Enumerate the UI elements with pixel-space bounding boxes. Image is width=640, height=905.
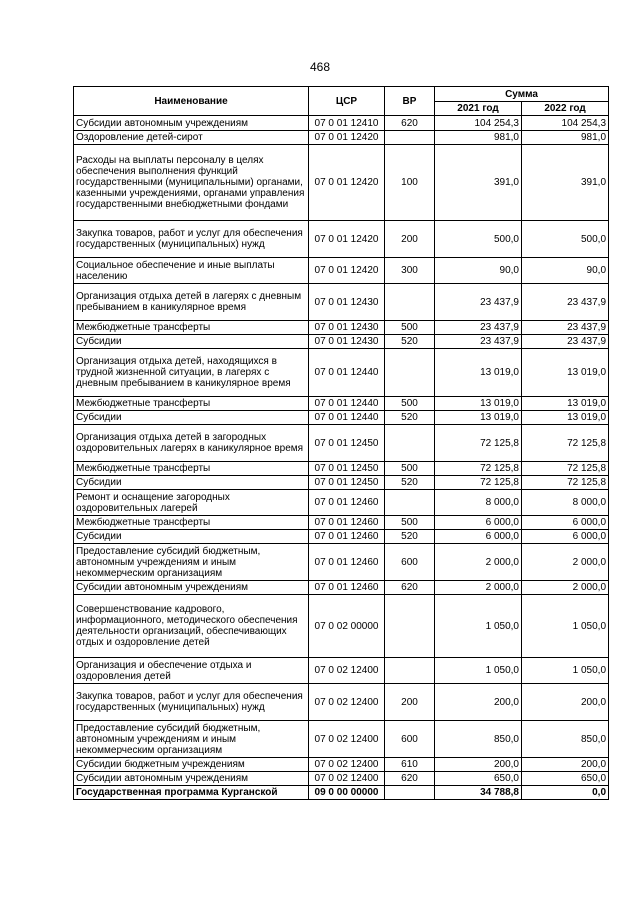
row-csr: 07 0 01 12440: [309, 397, 385, 411]
row-2021: 981,0: [435, 131, 522, 145]
row-name: Организация отдыха детей в загородных оздоровительных лагерях в каникулярное время: [74, 425, 309, 462]
row-vr: 200: [385, 221, 435, 258]
row-csr: 07 0 01 12450: [309, 476, 385, 490]
row-2022: 23 437,9: [522, 284, 609, 321]
table-row: [74, 658, 609, 684]
row-2022: 6 000,0: [522, 530, 609, 544]
row-name: Оздоровление детей-сирот: [74, 131, 309, 145]
row-2021: 6 000,0: [435, 530, 522, 544]
row-vr: [385, 131, 435, 145]
row-vr: 600: [385, 721, 435, 758]
row-2022: 500,0: [522, 221, 609, 258]
row-2022: 0,0: [522, 786, 609, 800]
table-row: [74, 284, 609, 321]
header-year-2022: 2022 год: [522, 102, 609, 116]
row-2021: 2 000,0: [435, 581, 522, 595]
row-2022: 23 437,9: [522, 335, 609, 349]
row-csr: 07 0 01 12410: [309, 116, 385, 131]
row-vr: 500: [385, 397, 435, 411]
row-name: Субсидии автономным учреждениям: [74, 772, 309, 786]
row-csr: 07 0 01 12460: [309, 490, 385, 516]
table-row: [74, 258, 609, 284]
row-name: Расходы на выплаты персоналу в целях обеспечения выполнения функций государственными (муниципальными) органами, казенными учреждениями, органами управления государственными внебюджетными фондами: [74, 145, 309, 221]
row-name: Межбюджетные трансферты: [74, 321, 309, 335]
row-2022: 13 019,0: [522, 397, 609, 411]
row-vr: 620: [385, 116, 435, 131]
row-2021: 391,0: [435, 145, 522, 221]
row-csr: 07 0 01 12440: [309, 349, 385, 397]
row-csr: 07 0 01 12450: [309, 462, 385, 476]
table-row: [74, 131, 609, 145]
row-2021: 1 050,0: [435, 595, 522, 658]
row-vr: 620: [385, 772, 435, 786]
row-csr: 07 0 01 12420: [309, 221, 385, 258]
table-row: [74, 721, 609, 758]
row-vr: 300: [385, 258, 435, 284]
table-row: [74, 116, 609, 131]
row-2022: 200,0: [522, 684, 609, 721]
row-csr: 07 0 01 12460: [309, 530, 385, 544]
row-vr: [385, 658, 435, 684]
row-name: Государственная программа Курганской: [74, 786, 309, 800]
row-name: Межбюджетные трансферты: [74, 462, 309, 476]
row-2022: 13 019,0: [522, 349, 609, 397]
row-2021: 1 050,0: [435, 658, 522, 684]
row-csr: 07 0 01 12460: [309, 544, 385, 581]
row-name: Субсидии бюджетным учреждениям: [74, 758, 309, 772]
table-row: [74, 544, 609, 581]
row-2021: 13 019,0: [435, 411, 522, 425]
row-csr: 07 0 01 12430: [309, 321, 385, 335]
row-vr: [385, 284, 435, 321]
row-vr: [385, 595, 435, 658]
row-2021: 104 254,3: [435, 116, 522, 131]
row-csr: 07 0 01 12430: [309, 284, 385, 321]
row-name: Предоставление субсидий бюджетным, автономным учреждениям и иным некоммерческим организациям: [74, 721, 309, 758]
row-2022: 2 000,0: [522, 581, 609, 595]
header-name: Наименование: [74, 87, 309, 116]
row-vr: [385, 786, 435, 800]
header-year-2021: 2021 год: [435, 102, 522, 116]
table-row: [74, 581, 609, 595]
row-2021: 200,0: [435, 684, 522, 721]
table-row: [74, 411, 609, 425]
row-2021: 13 019,0: [435, 349, 522, 397]
row-vr: 520: [385, 530, 435, 544]
table-row: [74, 516, 609, 530]
row-2022: 850,0: [522, 721, 609, 758]
row-2021: 8 000,0: [435, 490, 522, 516]
row-csr: 07 0 02 12400: [309, 658, 385, 684]
table-row: [74, 758, 609, 772]
row-vr: [385, 425, 435, 462]
row-2021: 6 000,0: [435, 516, 522, 530]
row-2022: 72 125,8: [522, 425, 609, 462]
table-row: [74, 221, 609, 258]
row-2021: 650,0: [435, 772, 522, 786]
row-vr: [385, 490, 435, 516]
row-csr: 07 0 01 12460: [309, 581, 385, 595]
row-vr: 500: [385, 321, 435, 335]
row-vr: 520: [385, 411, 435, 425]
row-csr: 07 0 02 12400: [309, 721, 385, 758]
row-2022: 23 437,9: [522, 321, 609, 335]
row-2021: 23 437,9: [435, 335, 522, 349]
table-row: [74, 490, 609, 516]
table-row: [74, 321, 609, 335]
row-2021: 72 125,8: [435, 462, 522, 476]
row-2021: 200,0: [435, 758, 522, 772]
table-row: [74, 397, 609, 411]
row-2022: 2 000,0: [522, 544, 609, 581]
row-name: Социальное обеспечение и иные выплаты населению: [74, 258, 309, 284]
row-csr: 07 0 01 12420: [309, 131, 385, 145]
row-csr: 07 0 02 12400: [309, 684, 385, 721]
row-name: Субсидии: [74, 411, 309, 425]
row-csr: 07 0 02 12400: [309, 772, 385, 786]
row-vr: 200: [385, 684, 435, 721]
table-row: [74, 772, 609, 786]
row-name: Субсидии: [74, 335, 309, 349]
row-name: Субсидии: [74, 476, 309, 490]
table-row: [74, 476, 609, 490]
row-name: Предоставление субсидий бюджетным, автономным учреждениям и иным некоммерческим организациям: [74, 544, 309, 581]
row-vr: 620: [385, 581, 435, 595]
row-2022: 391,0: [522, 145, 609, 221]
table-row: [74, 349, 609, 397]
row-name: Субсидии автономным учреждениям: [74, 581, 309, 595]
header-csr: ЦСР: [309, 87, 385, 116]
row-name: Закупка товаров, работ и услуг для обеспечения государственных (муниципальных) нужд: [74, 221, 309, 258]
table-row: [74, 335, 609, 349]
row-vr: 500: [385, 462, 435, 476]
row-2021: 850,0: [435, 721, 522, 758]
row-name: Организация и обеспечение отдыха и оздоровления детей: [74, 658, 309, 684]
row-2021: 23 437,9: [435, 321, 522, 335]
row-name: Закупка товаров, работ и услуг для обеспечения государственных (муниципальных) нужд: [74, 684, 309, 721]
row-2022: 72 125,8: [522, 476, 609, 490]
row-2021: 23 437,9: [435, 284, 522, 321]
row-2022: 8 000,0: [522, 490, 609, 516]
row-2022: 6 000,0: [522, 516, 609, 530]
row-csr: 07 0 01 12420: [309, 258, 385, 284]
row-2022: 1 050,0: [522, 658, 609, 684]
table-body: [74, 116, 609, 800]
row-2021: 13 019,0: [435, 397, 522, 411]
row-2021: 500,0: [435, 221, 522, 258]
row-name: Организация отдыха детей, находящихся в трудной жизненной ситуации, в лагерях с дневным пребыванием в каникулярное время: [74, 349, 309, 397]
table-row: [74, 145, 609, 221]
row-2022: 200,0: [522, 758, 609, 772]
row-name: Ремонт и оснащение загородных оздоровительных лагерей: [74, 490, 309, 516]
row-vr: 500: [385, 516, 435, 530]
row-vr: 520: [385, 335, 435, 349]
row-csr: 07 0 02 12400: [309, 758, 385, 772]
row-vr: 520: [385, 476, 435, 490]
table-row: [74, 425, 609, 462]
row-2021: 2 000,0: [435, 544, 522, 581]
page-number: 468: [309, 60, 331, 74]
row-name: Субсидии автономным учреждениям: [74, 116, 309, 131]
row-2022: 72 125,8: [522, 462, 609, 476]
row-csr: 07 0 01 12420: [309, 145, 385, 221]
row-name: Субсидии: [74, 530, 309, 544]
table-row: [74, 786, 609, 800]
row-2022: 90,0: [522, 258, 609, 284]
row-vr: 600: [385, 544, 435, 581]
row-vr: 100: [385, 145, 435, 221]
budget-table: [73, 86, 609, 800]
row-2021: 72 125,8: [435, 476, 522, 490]
row-2021: 72 125,8: [435, 425, 522, 462]
table-row: [74, 595, 609, 658]
row-vr: [385, 349, 435, 397]
row-2021: 34 788,8: [435, 786, 522, 800]
row-name: Организация отдыха детей в лагерях с дневным пребыванием в каникулярное время: [74, 284, 309, 321]
table-row: [74, 684, 609, 721]
row-name: Межбюджетные трансферты: [74, 397, 309, 411]
row-csr: 07 0 01 12460: [309, 516, 385, 530]
row-csr: 07 0 02 00000: [309, 595, 385, 658]
table-row: [74, 530, 609, 544]
row-csr: 09 0 00 00000: [309, 786, 385, 800]
row-2021: 90,0: [435, 258, 522, 284]
header-vr: ВР: [385, 87, 435, 116]
row-2022: 13 019,0: [522, 411, 609, 425]
row-csr: 07 0 01 12430: [309, 335, 385, 349]
row-name: Межбюджетные трансферты: [74, 516, 309, 530]
row-name: Совершенствование кадрового, информационного, методического обеспечения деятельности организаций, обеспечивающих отдых и оздоровление детей: [74, 595, 309, 658]
row-csr: 07 0 01 12440: [309, 411, 385, 425]
row-2022: 1 050,0: [522, 595, 609, 658]
row-2022: 650,0: [522, 772, 609, 786]
row-vr: 610: [385, 758, 435, 772]
header-sum: Сумма: [435, 87, 609, 102]
row-csr: 07 0 01 12450: [309, 425, 385, 462]
row-2022: 981,0: [522, 131, 609, 145]
row-2022: 104 254,3: [522, 116, 609, 131]
table-row: [74, 462, 609, 476]
